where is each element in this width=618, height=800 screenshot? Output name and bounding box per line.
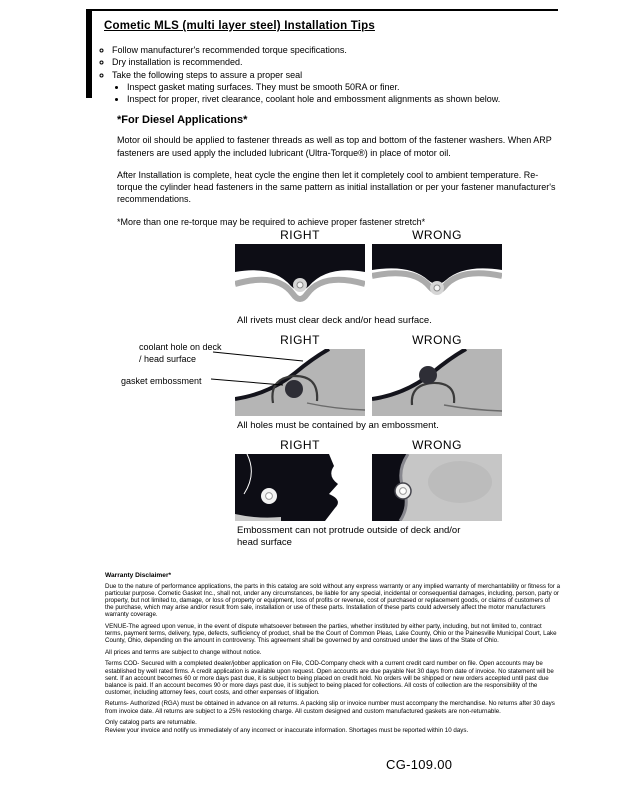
diagram-row-embossment bbox=[235, 438, 502, 549]
warranty-paragraph: Only catalog parts are returnable. bbox=[105, 719, 197, 727]
warranty-disclaimer-section bbox=[105, 572, 560, 735]
diagram-hole-wrong bbox=[372, 349, 502, 416]
diesel-applications-section bbox=[117, 114, 562, 228]
warranty-heading: Warranty Disclaimer* bbox=[105, 572, 172, 579]
diagram-embossment-right bbox=[235, 454, 365, 521]
tip-subitem: • Inspect gasket mating surfaces. They must be smooth 50RA or finer. bbox=[127, 81, 563, 93]
diagram-caption-rivets: All rivets must clear deck and/or head surface. bbox=[237, 315, 432, 326]
tip-item: ◦ Take the following steps to assure a proper seal bbox=[112, 69, 563, 81]
warranty-paragraph: Terms COD- Secured with a completed dealer/jobber application on File, COD-Company check with a current credit card number on file. Open accounts may be established by well rated firms. A credit application is available upon request. Open accounts are due payable Net 30 days from date of invoice. No statement will be sent. If an account becomes 60 or more days past due, it is subject to being placed on credit hold. No orders will be shipped or new orders accepted until past due balance is paid. If an account becomes 90 or more days past due, it is subject to being placed for collections. All costs of collection are the responsibility of the customer, including attorney fees, court costs, and other expenses of litigation. bbox=[105, 660, 554, 696]
gasket-embossment-label: gasket embossment bbox=[121, 376, 202, 386]
diagram-section bbox=[235, 228, 502, 555]
diagram-rivet-wrong bbox=[372, 244, 502, 311]
right-label: RIGHT bbox=[280, 333, 320, 347]
warranty-paragraph: Returns- Authorized (RGA) must be obtained in advance on all returns. A packing slip or invoice number must accompany the merchandise. No returns after 30 days from invoice date. All returns are subject to a 25% restocking charge. All custom designed and custom manufactured gaskets are non-returnable. bbox=[105, 700, 555, 715]
tips-section bbox=[98, 44, 563, 105]
warranty-paragraph: Review your invoice and notify us immediately of any incorrect or inaccurate information. Shortages must be reported within 10 days. bbox=[105, 727, 469, 735]
tip-item: ◦ Dry installation is recommended. bbox=[112, 56, 563, 68]
diagram-caption-embossment: Embossment can not protrude outside of deck and/or head surface bbox=[237, 525, 461, 548]
diagram-caption-holes: All holes must be contained by an embossment. bbox=[237, 420, 439, 431]
warranty-paragraph: VENUE-The agreed upon venue, in the event of dispute whatsoever between the parties, whether instituted by either party, including, but not limited to, contract terms, payment terms, delivery, type, defects, sufficiency of product, shall be the Court of Common Pleas, Lake County, Ohio or the Painesville Municipal Court, Lake County, Ohio, depending on the amount in controversy. This agreement shall be governed by and construed under the laws of the State of Ohio. bbox=[105, 623, 557, 645]
pointer-lines bbox=[211, 347, 311, 391]
tip-item: ◦ Follow manufacturer's recommended torque specifications. bbox=[112, 44, 563, 56]
diesel-heading: *For Diesel Applications* bbox=[117, 114, 248, 126]
tips-sublist bbox=[98, 81, 563, 106]
wrong-label: WRONG bbox=[412, 228, 462, 242]
retorque-note: *More than one re-torque may be required to achieve proper fastener stretch* bbox=[117, 216, 426, 227]
right-label: RIGHT bbox=[280, 438, 320, 452]
wrong-label: WRONG bbox=[412, 438, 462, 452]
tip-subitem: • Inspect for proper, rivet clearance, coolant hole and embossment alignments as shown below. bbox=[127, 93, 563, 105]
warranty-paragraph: All prices and terms are subject to change without notice. bbox=[105, 648, 262, 656]
diagram-row-rivets bbox=[235, 228, 502, 327]
diagram-rivet-right bbox=[235, 244, 365, 311]
warranty-paragraph: Due to the nature of performance applications, the parts in this catalog are sold without any express warranty or any implied warranty of merchantability or fitness for a particular purpose. Cometic Gasket Inc., shall not, under any circumstances, be liable for any special, incidental or consequential damages, including, person, party or property, but not limited to, damage, or loss of property or equipment, loss of profits or revenue, cost of purchased or replacement goods, or claims of customers of the purchase, which may arise and/or result from sale, installation or use of these parts. Installation of these parts could adversely affect the motor manufacturers warranty coverage. bbox=[105, 583, 561, 619]
page-number: CG-109.00 bbox=[386, 757, 453, 772]
diesel-paragraph-heat-cycle: After Installation is complete, heat cycle the engine then let it completely cool to ambient temperature. Re-torque the cylinder head fasteners in the same pattern as initial installation or per your fastener manufacturer's recommendations. bbox=[117, 169, 556, 205]
page-border-left bbox=[86, 9, 92, 98]
diesel-paragraph-oil: Motor oil should be applied to fastener threads as well as top and bottom of the fastener washers. When ARP fasteners are used apply the included lubricant (Ultra-Torque®) in place of motor oil. bbox=[117, 135, 552, 158]
right-label: RIGHT bbox=[280, 228, 320, 242]
page-border-top bbox=[88, 9, 558, 11]
diagram-embossment-wrong bbox=[372, 454, 502, 521]
coolant-hole-label: coolant hole on deck / head surface bbox=[139, 342, 222, 364]
tips-list bbox=[98, 44, 563, 81]
page-title: Cometic MLS (multi layer steel) Installation Tips bbox=[104, 20, 375, 32]
wrong-label: WRONG bbox=[412, 333, 462, 347]
